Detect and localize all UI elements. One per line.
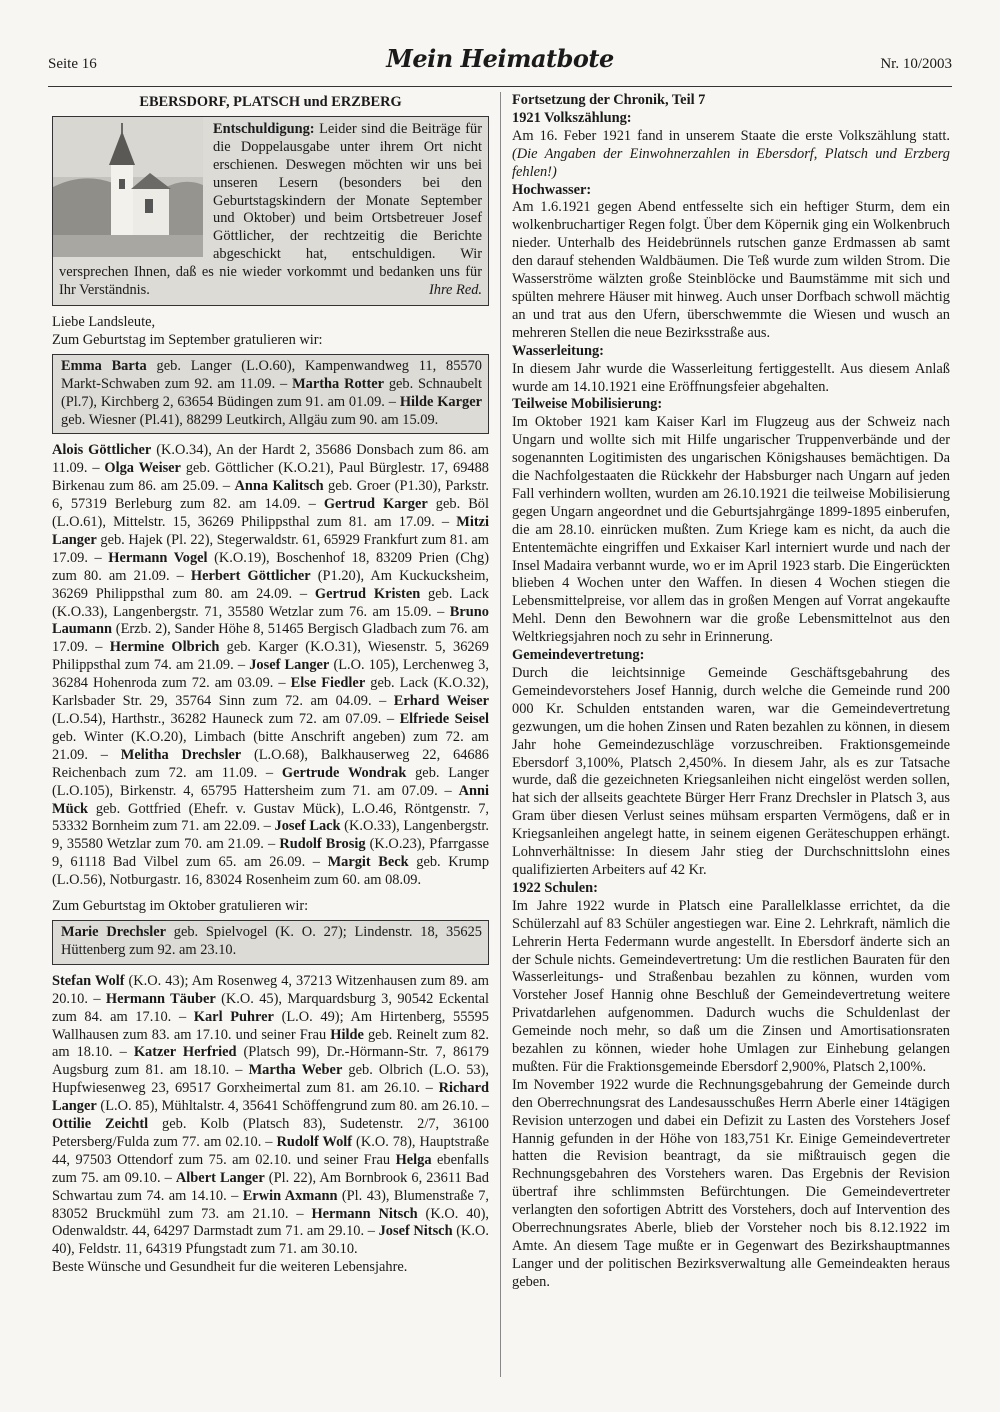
person-details: geb. Schnaubelt (Pl.7), Kirchberg 2, 63654 Büdingen zum 91. am 01.09. –: [61, 375, 482, 410]
chronicle-paragraph: [512, 128, 950, 182]
person-name: Gertrud Kristen: [314, 585, 421, 602]
person-name: Katzer Herfried: [133, 1044, 237, 1061]
left-column: [52, 92, 489, 1277]
person-name: Hermann Täuber: [105, 990, 216, 1007]
person-details: geb. Spielvogel (K. O. 27); Lindenstr. 18, 35625 Hüttenberg zum 92. am 23.10.: [61, 923, 482, 958]
page-number: Seite 16: [48, 56, 97, 72]
person-details: geb. Langer (L.O.105), Birkenstr. 4, 65795 Hattersheim zum 71. am 07.09. –: [52, 764, 489, 799]
person-details: (K.O. 40), Odenwaldstr. 44, 64297 Darmstadt zum 71. am 29.10. –: [52, 1205, 489, 1240]
person-name: Emma Barta: [61, 357, 147, 374]
person-name: Erwin Axmann: [242, 1187, 338, 1204]
person-name: Karl Puhrer: [193, 1008, 274, 1025]
person-details: geb. Lack (K.O.32), Karlsbader Str. 29, 35764 Sinn zum 72. am 04.09. –: [52, 675, 489, 710]
chronicle-text: Im Oktober 1921 kam Kaiser Karl im Flugzeug aus der Schweiz nach Ungarn und wollte sich mit Hilfe ungarischer Truppenverbände und der sogenannten Logitimisten des ungarischen Königshauses bemächtigen. Da die Nachfolgestaaten die Rückkehr der Habsburger nach Ungarn auf jeden Fall verhindern wollten, wurden am 26.10.1921 die teilweise Mobilisierung gegen Ungarn angeordnet und die Geburtsjahrgänge 1899-1895 einberufen, die am 28.10. einrücken mußten. Zum Kriege kam es nicht, da auch die Ententemächte eingriffen und Exkaiser Karl interniert wurde und nach der Insel Madaira verbannt wurde, wo er im April 1923 starb. Die Eingerückten blieben 4 Wochen unter den Waffen. In diesen 4 Wochen stiegen die Lebensmittelpreise, vor allem das in großen Mengen auf Vorrat angekaufte Mehl. Denn den Bewohnern war die große Lebensmittelnot aus den Weltkriegsjahren noch zu sehr in Erinnerung.: [512, 414, 950, 646]
october-birthday-list: [52, 973, 489, 1260]
person-details: (K.O.19), Boschenhof 18, 83209 Prien (Chg) zum 80. am 21.09. –: [52, 549, 490, 584]
chronicle-heading: Wasserleitung:: [512, 342, 604, 359]
person-name: Anni Mück: [52, 782, 489, 817]
notice-signature: Ihre Red.: [428, 282, 482, 299]
chronicle-heading: Gemeindevertretung:: [512, 647, 645, 664]
october-box-text: [61, 924, 482, 960]
september-intro: Zum Geburtstag im September gratulieren wir:: [52, 331, 323, 348]
column-divider: [500, 92, 501, 1377]
person-name: Rudolf Brosig: [279, 836, 366, 853]
person-details: (K.O.23), Pfarrgasse 9, 61118 Bad Vilbel zum 65. am 26.09. –: [52, 836, 489, 871]
chronicle-paragraph: [512, 414, 950, 647]
person-details: (P1.20), Am Kuckucksheim, 36269 Philippsthal zum 80. am 24.09. –: [52, 567, 490, 602]
person-details: geb. Wiesner (Pl.41), 88299 Leutkirch, Allgäu zum 90. am 15.09.: [61, 411, 439, 428]
person-details: geb. Groer (P1.30), Parkstr. 6, 57319 Berleburg zum 82. am 14.09. –: [52, 478, 489, 513]
person-details: (K.O. 45), Marquardsburg 3, 90542 Eckental zum 84. am 17.10. –: [52, 990, 489, 1025]
chronicle-text: Am 1.6.1921 gegen Abend entfesselte sich ein heftiger Sturm, dem ein wolkenbruchartiger Regen folgt. Über dem Köpernik ging ein Wolkenbruch nieder. Unterhalb des Heidebrünnels rutschen ganze Erdmassen ab samt den darauf stehenden Waldbäumen. Die Teß wurde zum wilden Strom. Die Wasserströme wälzten große Steinblöcke und Baumstämme mit sich und spülten mehrere Häuser mit hinweg. Auch unser Dorfbach schwoll mächtig an und trat aus den Ufern, überschwemmte die Wiesen und wusch an mehreren Stellen die neue Bezirksstraße aus.: [512, 199, 950, 341]
person-details: (K.O. 78), Hauptstraße 44, 97503 Ottendorf zum 75. am 02.10. und seiner Frau: [52, 1133, 490, 1168]
chronicle-text: Am 16. Feber 1921 fand in unserem Staate die erste Volkszählung statt.: [512, 127, 950, 144]
chronicle-heading: Hochwasser:: [512, 181, 592, 198]
masthead-logo: Mein Heimatbote: [386, 44, 614, 73]
september-birthday-list: [52, 442, 489, 890]
chronicle-text: Im Jahre 1922 wurde in Platsch eine Parallelklasse errichtet, da die Schülerzahl auf 83 Schüler angestiegen war. Eine 2. Lehrkraft, nämlich die Lehrerin Herta Federmann wurde angestellt. In Ebersdorf änderte sich an der Schule nichts. Gemeindevertretung: Um die restlichen Bauraten für den Wasserleitungs- und Straßenbau bezahlen zu können, wurden vom Vorsteher Josef Hannig ohne Beschluß der Gemeindevertretung weitere Privatdarlehen aufgenommen. Dadurch wuchs die Schuldenlast der Gemeinde noch mehr, so daß um die Zinsen und Amortisationsraten bezahlen zu können, wieder hohe Umlagen zur Einhebung gelangen mußten. Für die Fraktionsgemeinde Ebersdorf 2,900%, Platsch 2,100%.: [512, 897, 950, 1075]
person-details: geb. Göttlicher (K.O.21), Paul Bürglestr. 17, 69488 Birkenau zum 86. am 25.09. –: [52, 460, 489, 495]
person-name: Rudolf Wolf: [276, 1133, 353, 1150]
person-name: Gertrud Karger: [323, 496, 428, 513]
chronicle-paragraph: [512, 361, 950, 397]
person-details: ebenfalls zum 75. am 09.10. –: [52, 1151, 489, 1186]
person-details: (L.O. 85), Mühltalstr. 4, 35641 Schöffengrund zum 80. am 26.10. –: [96, 1098, 489, 1115]
person-name: Margit Beck: [327, 854, 409, 871]
greeting: Liebe Landsleute,: [52, 313, 156, 330]
person-details: (L.O. 105), Lerchenweg 3, 36284 Hohenroda zum 72. am 03.09. –: [52, 657, 489, 692]
person-details: (Platsch 99), Dr.-Hörmann-Str. 7, 86179 Augsburg zum 81. am 18.10. –: [52, 1044, 490, 1079]
september-highlight-box: [52, 354, 489, 435]
header-rule: [48, 86, 952, 87]
person-details: (K.O. 40), Feldstr. 11, 64319 Pfungstadt zum 71. am 30.10.: [52, 1223, 489, 1258]
person-name: Hermine Olbrich: [109, 639, 220, 656]
notice-body: Leider sind die Beiträge für die Doppelausgabe unter ihrem Ort nicht erschienen. Deswegen möchten wir uns bei unseren Lesern (besonders bei den Geburtstagskindern der Monate September und Oktober) und beim Ortsbetreuer Josef Göttlicher, der rechtzeitig die Berichte abgeschickt hat, entschuldigen. Wir versprechen Ihnen, daß es nie wieder vorkommt und bedanken uns für Ihr Verständnis.: [59, 120, 482, 299]
person-details: (L.O.54), Harthstr., 36282 Hauneck zum 72. am 07.09. –: [52, 711, 400, 727]
person-name: Mitzi Langer: [52, 514, 489, 548]
person-name: Martha Weber: [248, 1062, 343, 1079]
person-name: Ottilie Zeichtl: [52, 1116, 149, 1133]
chronicle-paragraph: [512, 665, 950, 880]
person-details: (L.O.68), Balkhauserweg 22, 64686 Reichenbach zum 72. am 11.09. –: [52, 746, 489, 781]
person-details: (L.O. 49); Am Hirtenberg, 55595 Wallhausen zum 83. am 17.10. und seiner Frau: [52, 1008, 490, 1043]
person-name: Albert Langer: [175, 1169, 265, 1186]
chronicle-heading: 1922 Schulen:: [512, 879, 598, 896]
person-details: geb. Langer (L.O.60), Kampenwandweg 11, 85570 Markt-Schwaben zum 92. am 11.09. –: [61, 357, 482, 392]
person-name: Josef Nitsch: [378, 1223, 453, 1240]
person-details: geb. Karger (K.O.31), Wiesenstr. 5, 36269 Philippsthal zum 74. am 21.09. –: [52, 639, 489, 674]
chronicle-text: Durch die leichtsinnige Gemeinde Geschäftsgebahrung des Gemeindevorstehers Josef Hannig, durch welche die Gemeinde rund 200 000 Kr. Schulden entstanden waren, war die Gemeindevertretung gezwungen, um die hohen Zinsen und Raten bezahlen zu können, in diesem Jahr hohe Gemeindezuschläge vorzuschreiben. Fraktionsgemeinde Ebersdorf 3,100%, Platsch 2,450%. In diesem Jahr, als es zur Tatsache wurde, daß die gezeichneten Kriegsanleihen nicht eingelöst werden sollen, hat sich der allseits geachtete Bürger Herr Franz Drechsler in Platsch 3, aus Gram über diesen Verlust seines mühsam ersparten Vermögens, daß er in Kriegsanleihen angelegt hatte, in seinem eigenen Geräteschuppen erhängt. Lohnverhältnisse: In diesem Jahr stieg der Durchschnittslohn eines qualifizierten Arbeiters auf 42 Kr.: [512, 665, 950, 878]
person-details: geb. Reinelt zum 82. am 18.10. –: [52, 1026, 490, 1061]
person-name: Elfriede Seisel: [399, 711, 489, 727]
person-name: Hermann Vogel: [108, 549, 208, 566]
section-title: EBERSDORF, PLATSCH und ERZBERG: [139, 94, 402, 110]
person-name: Hilde Karger: [399, 393, 482, 410]
chronicle-paragraph: [512, 199, 950, 342]
person-details: geb. Lack (K.O.33), Langenbergstr. 71, 35580 Wetzlar zum 76. am 15.09. –: [52, 585, 489, 620]
person-details: geb. Olbrich (L.O. 53), Hupfwiesenweg 23, 69517 Gorxheimertal zum 81. am 26.10. –: [52, 1062, 489, 1097]
notice-heading: Entschuldigung:: [213, 120, 315, 137]
person-details: (Pl. 22), Am Bornbrook 6, 23611 Bad Schwartau zum 74. am 14.10. –: [52, 1169, 489, 1204]
person-name: Olga Weiser: [104, 460, 181, 477]
chronicle-text: In diesem Jahr wurde die Wasserleitung fertiggestellt. Aus diesem Anlaß wurde am 14.10.1921 eine Eröffnungsfeier abgehalten.: [512, 360, 950, 395]
person-name: Josef Langer: [249, 657, 330, 674]
right-column: [512, 92, 950, 1292]
person-details: geb. Hajek (Pl. 22), Stegerwaldstr. 61, 65929 Frankfurt zum 81. am 17.09. –: [52, 531, 489, 566]
church-photo: [53, 117, 203, 257]
person-details: geb. Kolb (Platsch 83), Sudetenstr. 2/7, 36100 Petersberg/Fulda zum 77. am 02.10. –: [52, 1116, 489, 1150]
october-highlight-box: [52, 920, 489, 965]
chronicle-title: Fortsetzung der Chronik, Teil 7: [512, 92, 706, 108]
person-name: Gertrude Wondrak: [281, 764, 407, 781]
october-intro: Zum Geburtstag im Oktober gratulieren wir:: [52, 898, 309, 915]
closing-wishes: Beste Wünsche und Gesundheit fur die weiteren Lebensjahre.: [52, 1259, 408, 1276]
person-name: Erhard Weiser: [393, 693, 489, 710]
september-box-text: [61, 358, 482, 430]
person-name: Marie Drechsler: [61, 923, 166, 940]
person-name: Melitha Drechsler: [120, 746, 242, 763]
person-name: Hermann Nitsch: [311, 1205, 418, 1222]
person-details: geb. Winter (K.O.20), Limbach (bitte Anschrift angeben) zum 72. am 21.09. –: [52, 728, 489, 763]
person-name: Martha Rotter: [292, 375, 385, 392]
chronicle-heading: 1921 Volkszählung:: [512, 109, 632, 126]
person-details: (Pl. 43), Blumenstraße 7, 83052 Bruckmühl zum 73. am 21.10. –: [52, 1187, 490, 1222]
person-name: Hilde: [330, 1026, 364, 1043]
chronicle-sections: [512, 110, 950, 1077]
person-details: (K.O. 43); Am Rosenweg 4, 37213 Witzenhausen zum 89. am 20.10. –: [52, 972, 489, 1007]
issue-number: Nr. 10/2003: [880, 56, 952, 72]
chronicle-paragraph: [512, 898, 950, 1077]
person-name: Alois Göttlicher: [52, 442, 152, 459]
person-name: Bruno Laumann: [52, 603, 489, 638]
chronicle-final-paragraph: Im November 1922 wurde die Rechnungsgebahrung der Gemeinde durch den Oberrechnungsrat des Landesausschußes Herrn Aberle einer 14tägigen Revision unterzogen und dabei ein Defizit zu Lasten des Vorstehers Josef Hannig gefunden in der Höhe von 183,751 Kr. Einige Gemeindevertreter hatten die Revision beantragt, da sie mißtrauisch gegen die Rechnungsgebahren des Vorstehers waren. Das Ergebnis der Revision übertraf ihre schlimmsten Befürchtungen. Die Gemeindevertreter verlangten den sofortigen Abtritt des Vorstehers, doch auf Intervention des Oberrechnungsrates Aberle, blieb der Vorsteher noch bis 8.12.1922 im Amte. An diesem Tage mußte er in Gegenwart des Bezirkshauptmannes Langer und der politischen Bezirksverwaltung alle Gemeindeakten heraus geben.: [512, 1076, 950, 1290]
apology-notice: [52, 116, 489, 306]
person-details: (Erzb. 2), Sander Höhe 8, 51465 Bergisch Gladbach zum 76. am 17.09. –: [52, 621, 489, 656]
person-name: Stefan Wolf: [52, 972, 125, 989]
person-details: geb. Gottfried (Ehefr. v. Gustav Mück), L.O.46, Röntgenstr. 7, 53332 Bornheim zum 71. am 22.09. –: [52, 800, 489, 835]
person-details: (K.O.33), Langenbergstr. 9, 35580 Wetzlar zum 70. am 21.09. –: [52, 818, 490, 853]
person-details: (K.O.34), An der Hardt 2, 35686 Donsbach zum 86. am 11.09. –: [52, 442, 489, 477]
page-header: [48, 44, 952, 84]
chronicle-note: (Die Angaben der Einwohnerzahlen in Ebersdorf, Platsch und Erzberg fehlen!): [512, 145, 950, 180]
person-name: Helga: [395, 1151, 432, 1168]
person-name: Richard Langer: [52, 1080, 489, 1115]
person-details: geb. Krump (L.O.56), Notburgastr. 16, 83024 Rosenheim zum 60. am 08.09.: [52, 854, 490, 889]
person-name: Else Fiedler: [290, 675, 366, 692]
person-details: geb. Böl (L.O.61), Mittelstr. 15, 36269 Philippsthal zum 81. am 17.09. –: [52, 496, 489, 531]
person-name: Anna Kalitsch: [234, 478, 324, 495]
person-name: Josef Lack: [274, 818, 341, 835]
chronicle-heading: Teilweise Mobilisierung:: [512, 396, 663, 413]
person-name: Herbert Göttlicher: [190, 567, 311, 584]
